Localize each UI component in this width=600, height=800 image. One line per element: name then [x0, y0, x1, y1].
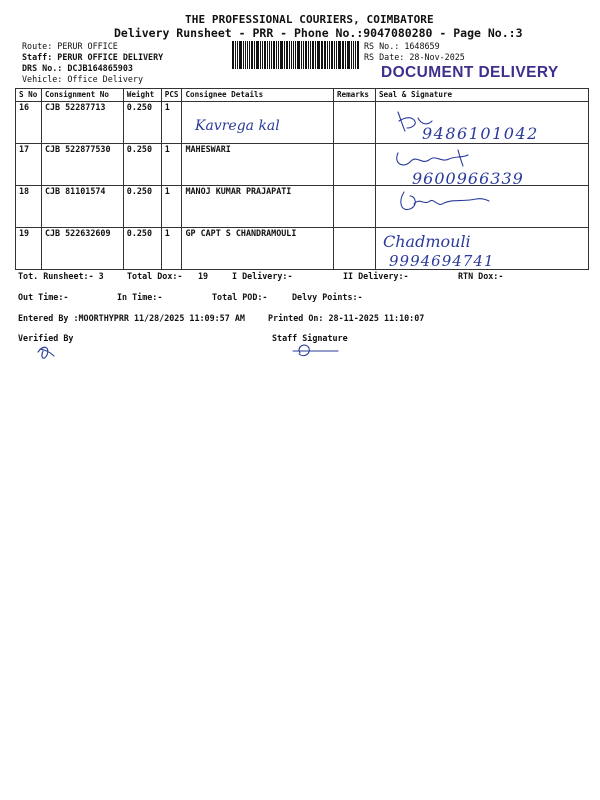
handwritten-phone-row19: 9994694741: [389, 252, 495, 270]
weight-cell: 0.250: [123, 102, 161, 144]
consignment-cell: CJB 81101574: [41, 186, 123, 228]
sno-cell: 16: [16, 102, 42, 144]
sno-cell: 17: [16, 144, 42, 186]
signature-scribble-row18: [401, 192, 489, 210]
handwritten-phone-row17: 9600966339: [412, 169, 524, 188]
handwritten-signature-row16: Kavrega kal: [195, 118, 280, 134]
staff-signature-mark: [293, 345, 338, 356]
entered-by: Entered By :MOORTHYPRR 11/28/2025 11:09:57 AM: [18, 313, 245, 323]
weight-cell: 0.250: [123, 186, 161, 228]
staff-label: Staff: PERUR OFFICE DELIVERY: [22, 52, 164, 62]
runsheet-subtitle: Delivery Runsheet - PRR - Phone No.:9047080280 - Page No.:3: [114, 26, 523, 40]
out-time-label: Out Time:-: [18, 292, 69, 302]
column-header: Remarks: [333, 89, 375, 102]
pcs-cell: 1: [161, 102, 182, 144]
verifier-initial-mark: [38, 347, 54, 358]
total-dox-value: 19: [198, 271, 209, 281]
document-delivery-stamp: DOCUMENT DELIVERY: [381, 64, 559, 81]
column-header: Weight: [123, 89, 161, 102]
rs-date: RS Date: 28-Nov-2025: [364, 52, 465, 62]
column-header: PCS: [161, 89, 182, 102]
pcs-cell: 1: [161, 186, 182, 228]
consignment-cell: CJB 522632609: [41, 228, 123, 270]
vehicle-label: Vehicle: Office Delivery: [22, 74, 144, 84]
weight-cell: 0.250: [123, 228, 161, 270]
column-header: S No: [16, 89, 42, 102]
handwritten-signature-row19: Chadmouli: [383, 232, 471, 251]
delivery-points-label: Delvy Points:-: [292, 292, 363, 302]
weight-cell: 0.250: [123, 144, 161, 186]
company-title: THE PROFESSIONAL COURIERS, COIMBATORE: [185, 13, 434, 26]
sno-cell: 18: [16, 186, 42, 228]
handwritten-phone-row16: 9486101042: [422, 124, 539, 143]
consignment-cell: CJB 52287713: [41, 102, 123, 144]
i-delivery-label: I Delivery:-: [232, 271, 293, 281]
drs-number: DRS No.: DCJB164865903: [22, 63, 133, 73]
ii-delivery-label: II Delivery:-: [343, 271, 409, 281]
rtn-dox-label: RTN Dox:-: [458, 271, 504, 281]
consignee-cell: MANOJ KUMAR PRAJAPATI: [182, 186, 334, 228]
consignee-cell: MAHESWARI: [182, 144, 334, 186]
route-label: Route: PERUR OFFICE: [22, 41, 118, 51]
column-header: Consignee Details: [182, 89, 334, 102]
total-runsheet: Tot. Runsheet:- 3: [18, 271, 104, 281]
pcs-cell: 1: [161, 228, 182, 270]
sno-cell: 19: [16, 228, 42, 270]
verified-by-label: Verified By: [18, 333, 74, 343]
staff-signature-label: Staff Signature: [272, 333, 348, 343]
consignment-cell: CJB 522877530: [41, 144, 123, 186]
column-header: Seal & Signature: [375, 89, 588, 102]
total-dox-label: Total Dox:-: [127, 271, 183, 281]
rs-number: RS No.: 1648659: [364, 41, 440, 51]
consignee-cell: GP CAPT S CHANDRAMOULI: [182, 228, 334, 270]
printed-on: Printed On: 28-11-2025 11:10:07: [268, 313, 425, 323]
total-pod-label: Total POD:-: [212, 292, 268, 302]
pcs-cell: 1: [161, 144, 182, 186]
signature-scribble-row17: [397, 150, 468, 166]
in-time-label: In Time:-: [117, 292, 163, 302]
column-header: Consignment No: [41, 89, 123, 102]
